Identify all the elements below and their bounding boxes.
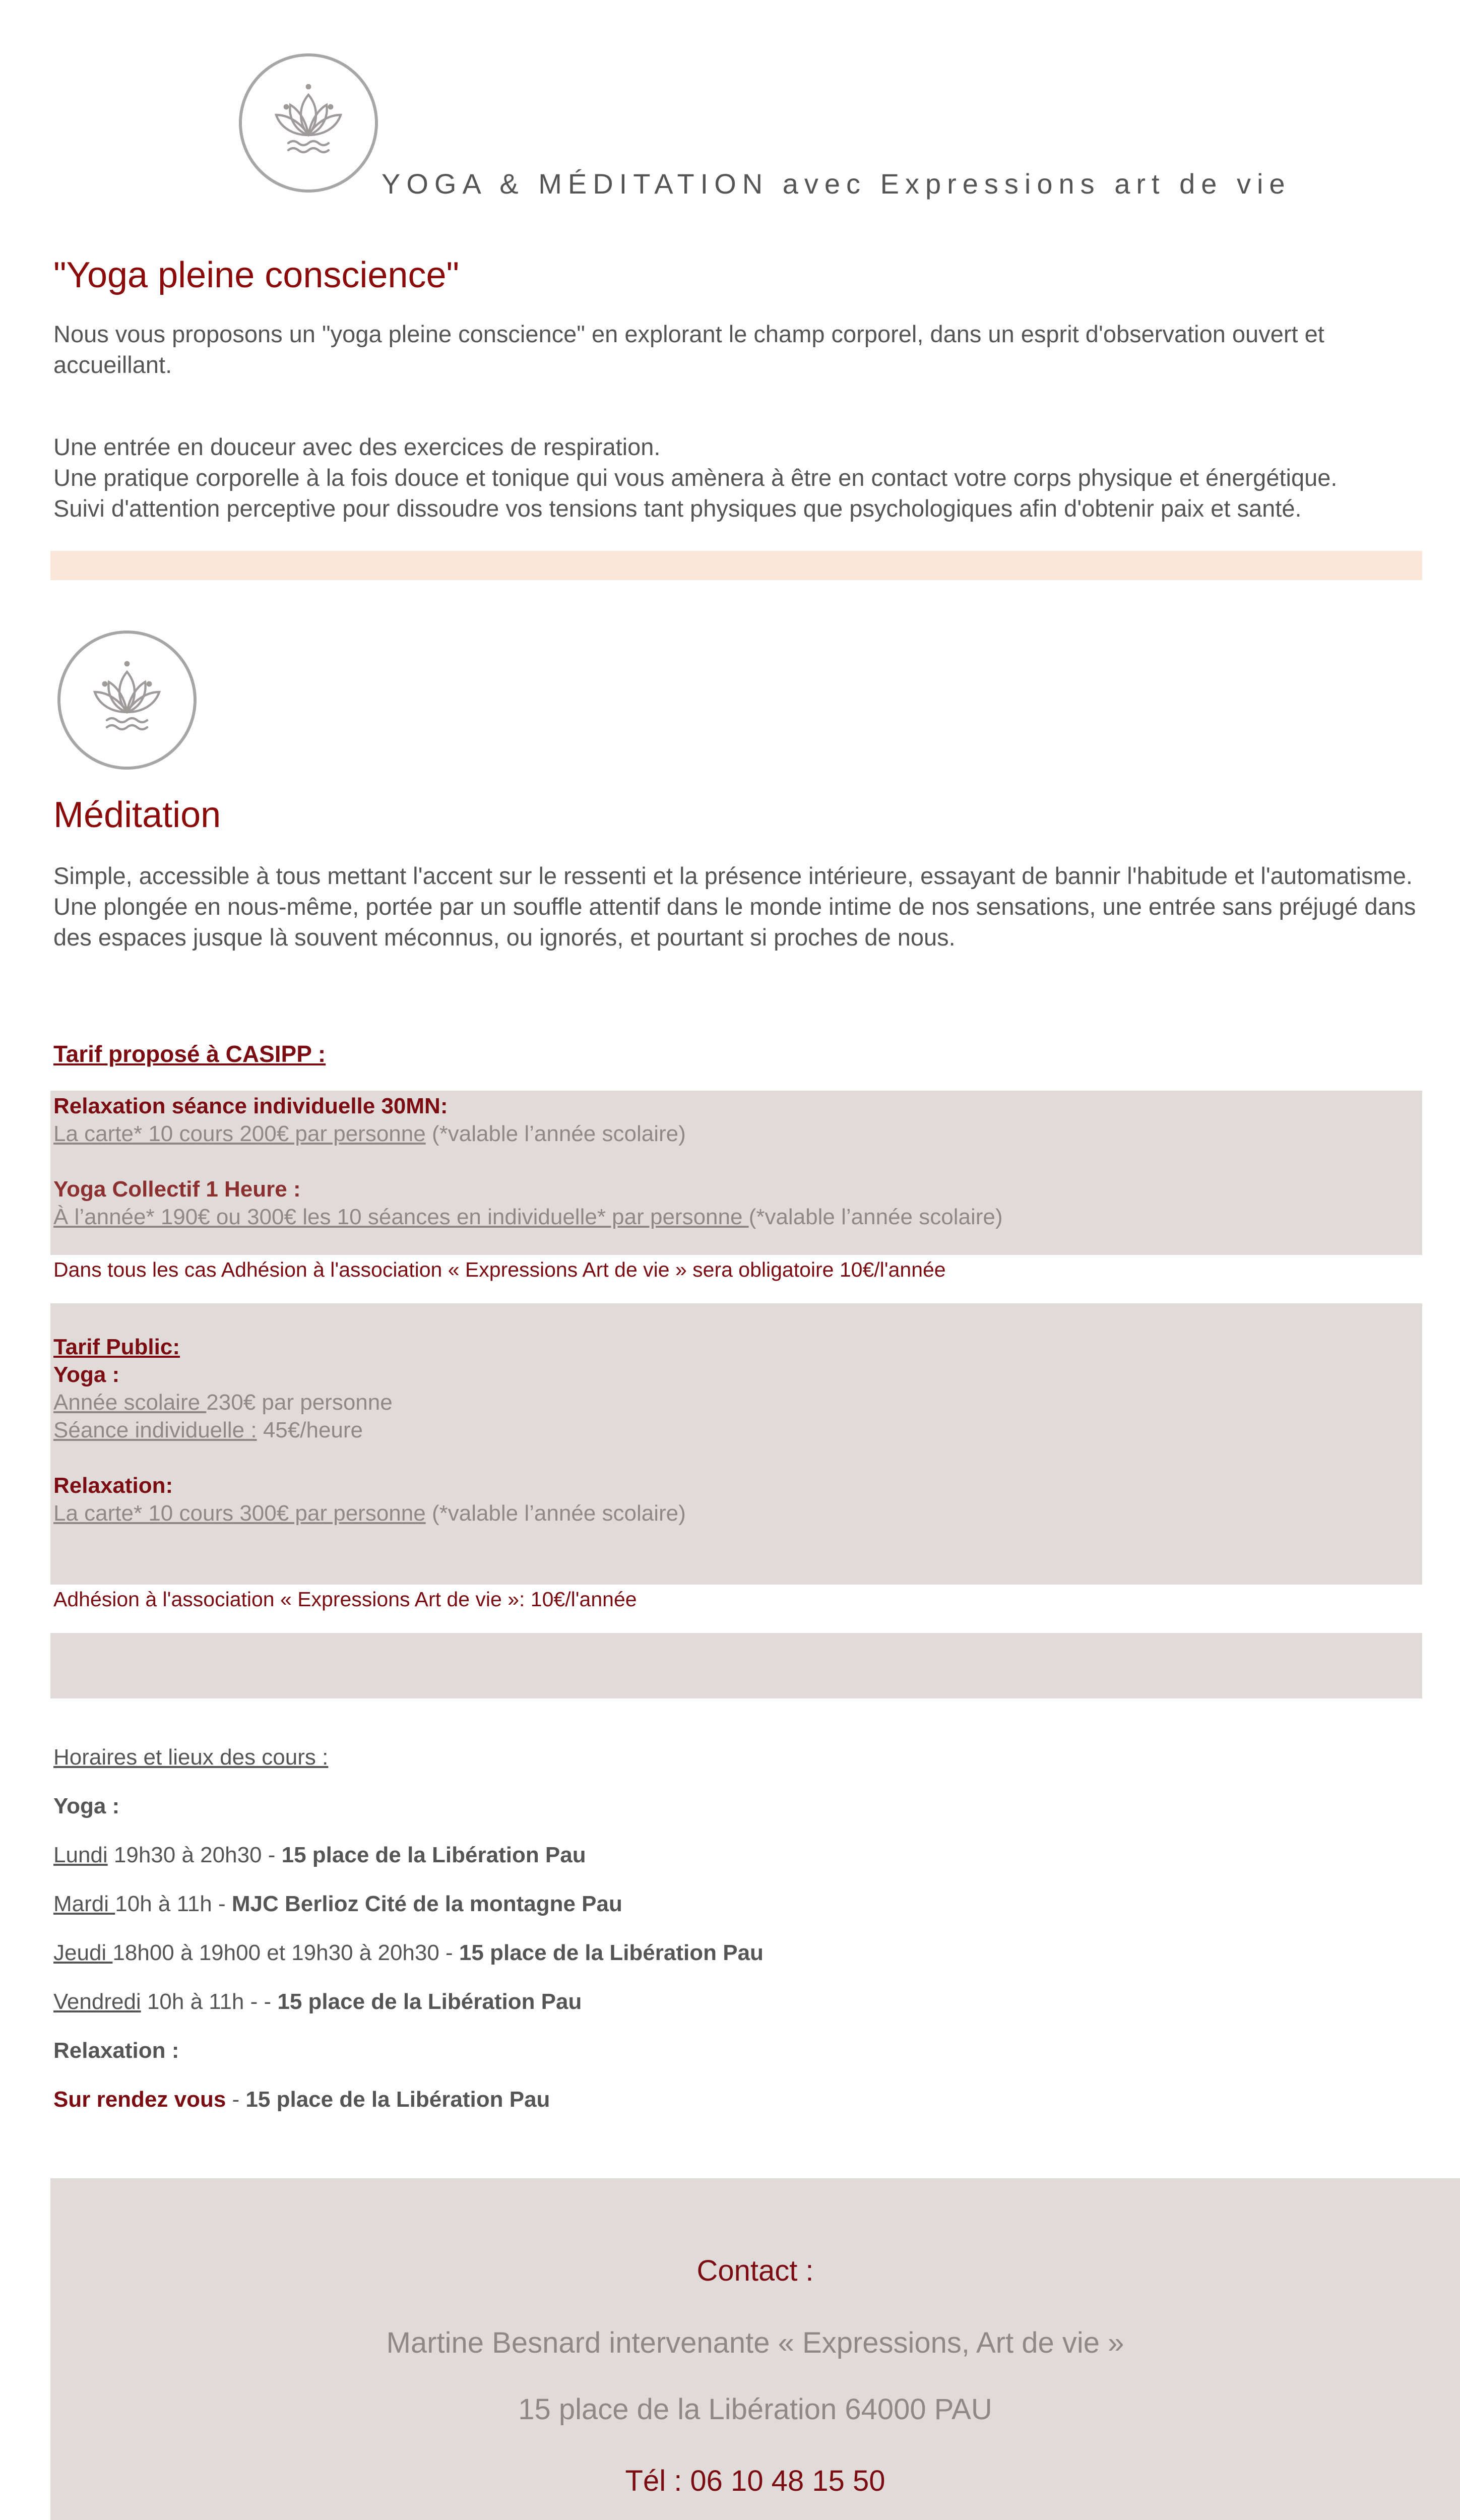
peach-divider [50,551,1422,580]
schedule-day: Jeudi [53,1940,113,1965]
schedule-row-mardi [53,1892,622,1917]
horaires-relax-label: Relaxation : [53,2038,179,2063]
public-seance-link[interactable]: Séance individuelle : [53,1418,257,1442]
schedule-place: 15 place de la Libération Pau [277,1989,582,2014]
schedule-time: 10h à 11h - [115,1892,232,1916]
contact-name: Martine Besnard intervenante « Expressions, Art de vie » [386,2326,1124,2359]
yoga-intro-text: Nous vous proposons un "yoga pleine conscience" en explorant le champ corporel, dans un esprit d'observation ouvert et accueillant. [53,321,1324,378]
public-seance [53,1416,363,1444]
casipp-yoga-title: Yoga Collectif 1 Heure : [53,1177,301,1202]
yoga-line-1: Une entrée en douceur avec des exercices de respiration. [53,433,661,460]
public-seance-value: 45€/heure [257,1418,363,1442]
yoga-intro [53,319,1424,380]
contact-phone[interactable]: Tél : 06 10 48 15 50 [625,2465,885,2497]
meditation-p2: Une plongée en nous-même, portée par un souffle attentif dans le monde intime de nos sensations, une entrée sans préjugé dans des espaces jusque là souvent méconnus, ou ignorés, et pourtant si proches de nous. [53,893,1416,951]
schedule-row-jeudi [53,1940,764,1966]
lotus-logo-icon [258,73,359,173]
rdv-label: Sur rendez vous [53,2087,226,2112]
schedule-time: 18h00 à 19h00 et 19h30 à 20h30 - [112,1940,459,1965]
casipp-yoga-price [53,1203,1003,1231]
casipp-relax-link[interactable]: La carte* 10 cours 200€ par personne [53,1121,426,1146]
tarif-casipp-heading: Tarif proposé à CASIPP : [53,1041,326,1067]
yoga-line-3: Suivi d'attention perceptive pour dissoudre vos tensions tant physiques que psychologiques afin d'obtenir paix et santé. [53,495,1302,522]
yoga-title: "Yoga pleine conscience" [53,255,460,295]
schedule-day: Vendredi [53,1989,141,2014]
meditation-logo [57,631,197,770]
schedule-place: 15 place de la Libération Pau [459,1940,764,1965]
public-yoga-label: Yoga : [53,1362,120,1387]
public-annee-link[interactable]: Année scolaire [53,1390,207,1415]
casipp-yoga-link[interactable]: À l’année* 190€ ou 300€ les 10 séances en individuelle* par personne [53,1205,749,1229]
meditation-p1: Simple, accessible à tous mettant l'accent sur le ressenti et la présence intérieure, essayant de bannir l'habitude et l'automatisme. [53,862,1413,889]
tarif-public-box [50,1303,1422,1585]
public-relax-price [53,1499,686,1527]
casipp-relax-note: (*valable l’année scolaire) [425,1121,686,1146]
meditation-description [53,860,1424,953]
schedule-day: Lundi [53,1843,108,1867]
schedule-place: 15 place de la Libération Pau [281,1843,586,1867]
schedule-row-vendredi [53,1989,582,2014]
public-annee [53,1389,393,1416]
rdv-separator: - [226,2087,246,2112]
horaires-heading: Horaires et lieux des cours : [53,1745,329,1770]
contact-address: 15 place de la Libération 64000 PAU [518,2393,992,2426]
meditation-title: Méditation [53,795,221,835]
yoga-description [53,431,1459,524]
public-annee-value: 230€ par personne [206,1390,393,1415]
rdv-place: 15 place de la Libération Pau [245,2087,550,2112]
schedule-place: MJC Berlioz Cité de la montagne Pau [231,1892,622,1916]
contact-heading: Contact : [696,2254,814,2287]
horaires-yoga-label: Yoga : [53,1794,120,1818]
schedule-time: 10h à 11h - - [141,1989,278,2014]
yoga-line-2: Une pratique corporelle à la fois douce et tonique qui vous amènera à être en contact votre corps physique et énergétique. [53,464,1338,491]
schedule-time: 19h30 à 20h30 - [107,1843,282,1867]
public-relax-link[interactable]: La carte* 10 cours 300€ par personne [53,1501,426,1526]
casipp-relax-title: Relaxation séance individuelle 30MN: [53,1094,448,1118]
site-title: YOGA & MÉDITATION avec Expressions art de vie [382,168,1291,200]
public-relax-note: (*valable l’année scolaire) [425,1501,686,1526]
casipp-relax-price [53,1120,686,1148]
header-logo [239,53,378,193]
casipp-yoga-note: (*valable l’année scolaire) [748,1205,1003,1229]
schedule-day: Mardi [53,1892,115,1916]
horaires-rdv [53,2087,550,2112]
schedule-row-lundi [53,1843,586,1868]
public-relax-label: Relaxation: [53,1473,173,1498]
lotus-logo-icon [77,650,177,750]
contact-box [50,2178,1460,2520]
public-adhesion: Adhésion à l'association « Expressions Art de vie »: 10€/l'année [53,1588,637,1611]
tarif-public-heading: Tarif Public: [53,1335,180,1359]
casipp-adhesion: Dans tous les cas Adhésion à l'association « Expressions Art de vie » sera obligatoire 10€/l'année [53,1258,946,1281]
grey-divider [50,1633,1422,1698]
